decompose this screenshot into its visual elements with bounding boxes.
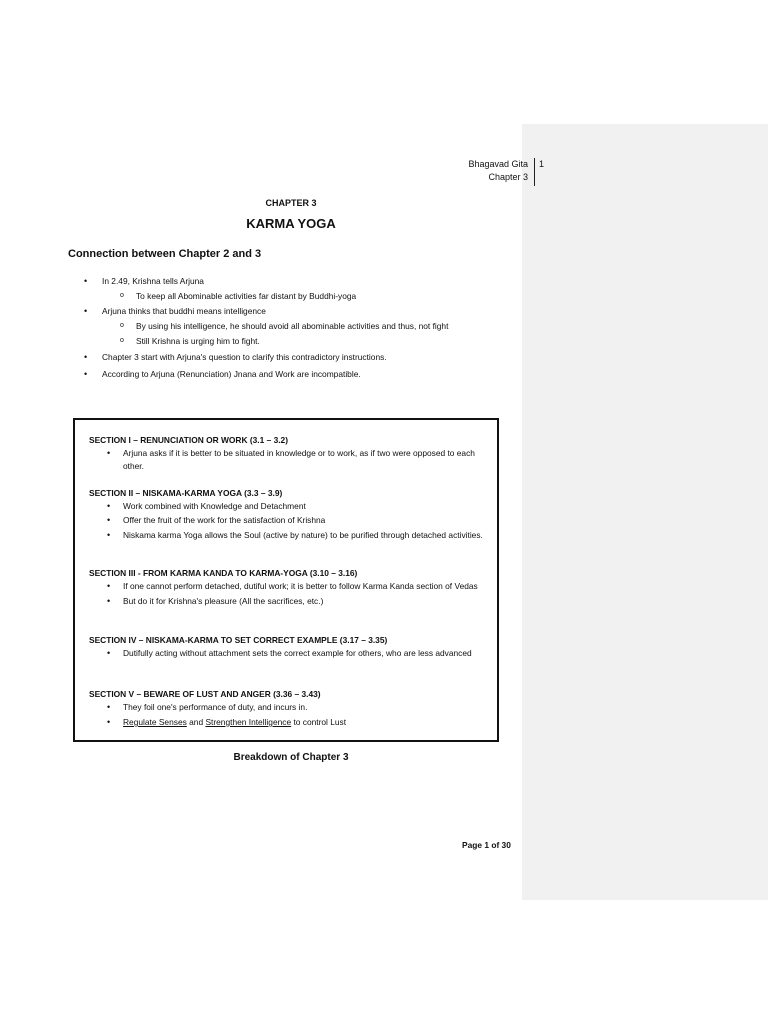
section-title: SECTION IV – NISKAMA-KARMA TO SET CORRECT EXAMPLE (3.17 – 3.35)	[89, 635, 388, 645]
sub-list-item: o Still Krishna is urging him to fight.	[84, 334, 524, 349]
connection-bullet-list	[84, 274, 524, 382]
section-4	[89, 634, 483, 660]
bullet-text: and	[186, 717, 206, 727]
section-title: SECTION II – NISKAMA-KARMA YOGA (3.3 – 3.9)	[89, 488, 283, 498]
page-header	[468, 158, 528, 184]
section-title: SECTION III - FROM KARMA KANDA TO KARMA-YOGA (3.10 – 3.16)	[89, 568, 358, 578]
section-bullet: • Dutifully acting without attachment sets the correct example for others, who are less advanced	[89, 647, 483, 660]
header-page-number: 1	[534, 158, 544, 186]
chapter-title: KARMA YOGA	[246, 216, 336, 231]
comment-pane	[522, 124, 768, 900]
section-5	[89, 688, 483, 729]
list-item: • Arjuna thinks that buddhi means intelligence	[84, 304, 524, 319]
section-title: SECTION V – BEWARE OF LUST AND ANGER (3.36 – 3.43)	[89, 689, 321, 699]
header-book-title: Bhagavad Gita	[468, 159, 528, 169]
underlined-text: Regulate Senses	[123, 717, 187, 727]
section-title: SECTION I – RENUNCIATION OR WORK (3.1 – 3.2)	[89, 435, 289, 445]
chapter-label: CHAPTER 3	[265, 198, 317, 208]
section-bullet: • Arjuna asks if it is better to be situated in knowledge or to work, as if two were opposed to each other.	[89, 447, 483, 473]
sub-list-item: o To keep all Abominable activities far distant by Buddhi-yoga	[84, 289, 524, 304]
sub-list-item: o By using his intelligence, he should avoid all abominable activities and thus, not fight	[84, 319, 524, 334]
section-bullet: • Work combined with Knowledge and Detachment	[89, 500, 483, 513]
page-footer: Page 1 of 30	[462, 840, 511, 850]
list-item: • Chapter 3 start with Arjuna's question to clarify this contradictory instructions.	[84, 350, 524, 365]
section-3	[89, 567, 483, 608]
section-bullet: • Offer the fruit of the work for the satisfaction of Krishna	[89, 514, 483, 527]
section-2	[89, 487, 483, 542]
connection-heading: Connection between Chapter 2 and 3	[68, 248, 262, 260]
section-bullet	[89, 716, 483, 729]
bullet-text: to control Lust	[291, 717, 347, 727]
chapter-breakdown-box	[73, 418, 499, 742]
section-bullet: • But do it for Krishna's pleasure (All the sacrifices, etc.)	[89, 595, 483, 608]
list-item: • According to Arjuna (Renunciation) Jnana and Work are incompatible.	[84, 367, 524, 382]
underlined-text: Strengthen Intelligence	[205, 717, 292, 727]
header-chapter: Chapter 3	[488, 172, 528, 182]
section-bullet: • They foil one's performance of duty, and incurs in.	[89, 701, 483, 714]
section-1	[89, 434, 483, 473]
list-item: • In 2.49, Krishna tells Arjuna	[84, 274, 524, 289]
section-bullet: • Niskama karma Yoga allows the Soul (active by nature) to be purified through detached activities.	[89, 529, 483, 542]
box-caption: Breakdown of Chapter 3	[233, 752, 349, 763]
section-bullet: • If one cannot perform detached, dutiful work; it is better to follow Karma Kanda section of Vedas	[89, 580, 483, 593]
